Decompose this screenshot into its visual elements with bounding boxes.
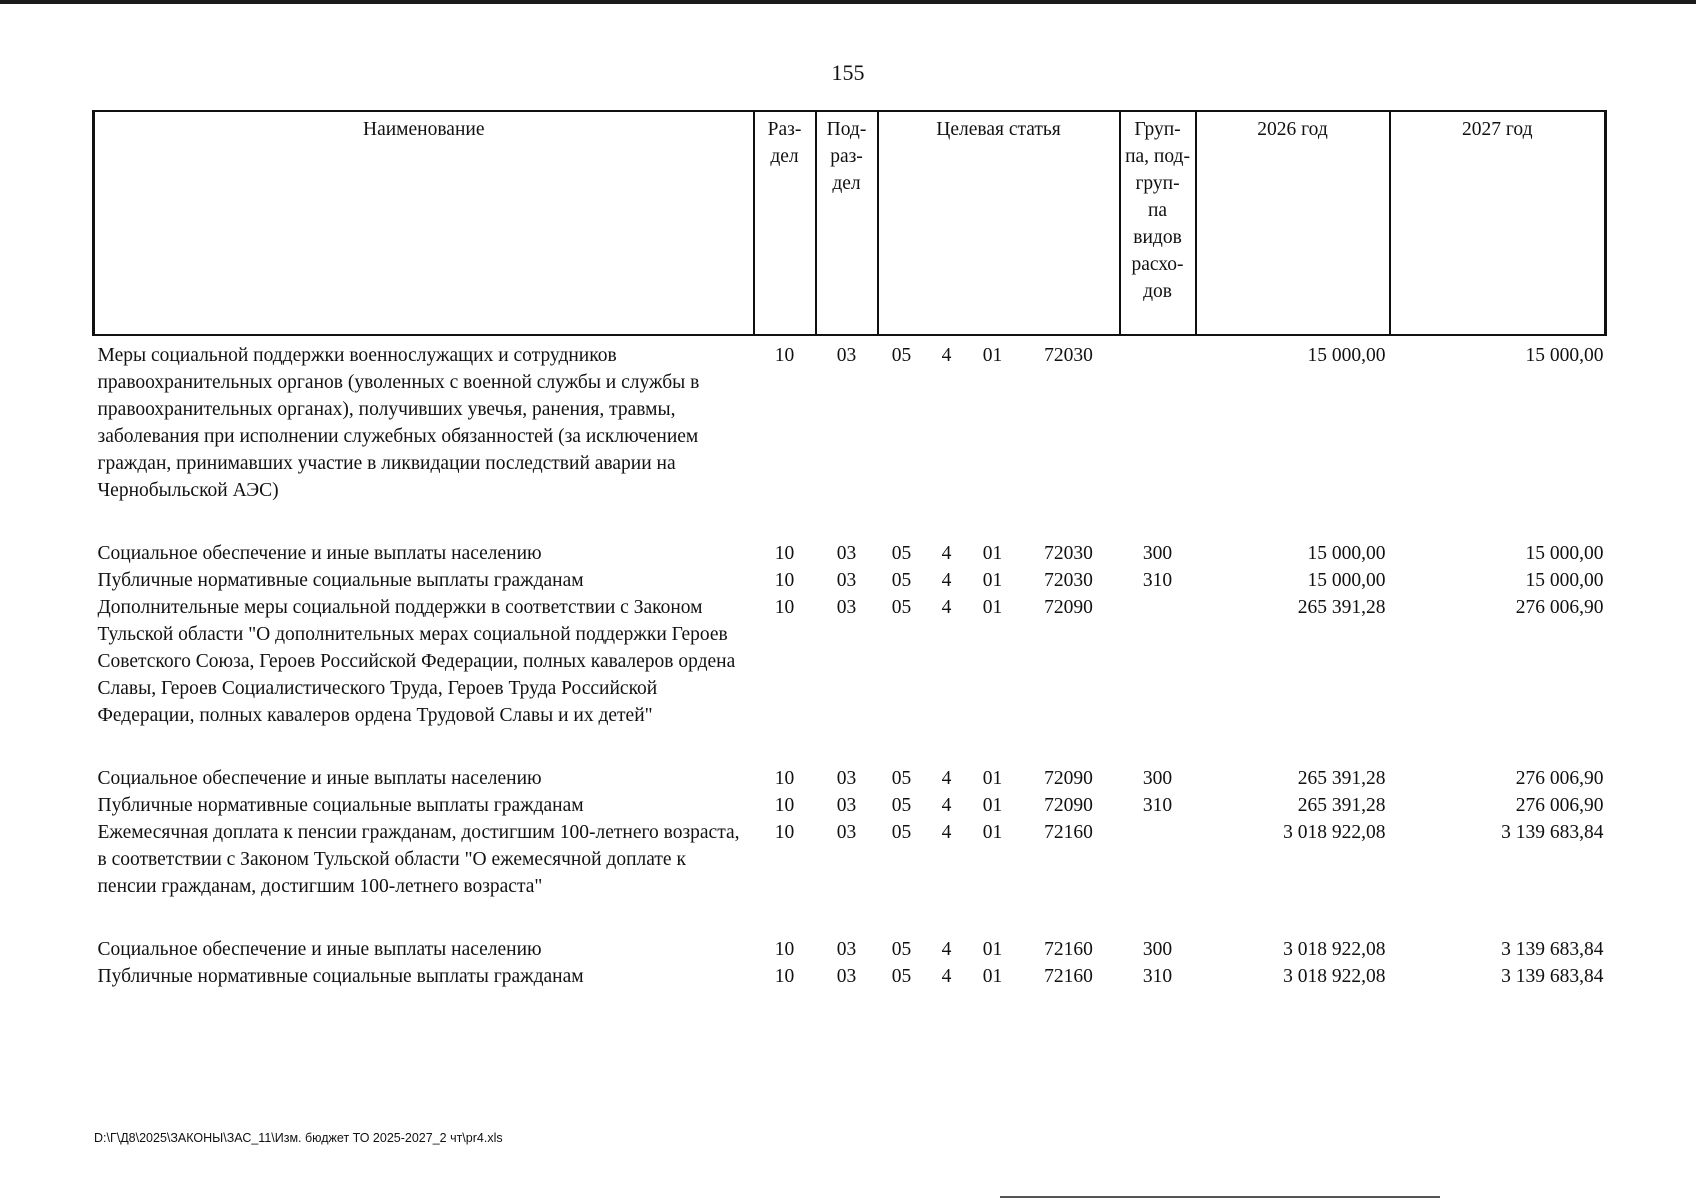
cell-name: Публичные нормативные социальные выплаты гражданам bbox=[97, 795, 584, 816]
page-number: 155 bbox=[831, 60, 865, 85]
cell-subprogram-type: 4 bbox=[941, 966, 952, 987]
table-row bbox=[94, 963, 1606, 990]
cell-amount-2027: 276 006,90 bbox=[1515, 597, 1604, 618]
cell-section: 10 bbox=[774, 345, 795, 366]
cell-amount-2026: 15 000,00 bbox=[1307, 345, 1386, 366]
cell-expense-group: 300 bbox=[1142, 768, 1173, 789]
cell-structural-element: 01 bbox=[982, 570, 1003, 591]
table-row bbox=[94, 819, 1606, 936]
table-row bbox=[94, 594, 1606, 765]
cell-subsection: 03 bbox=[836, 543, 857, 564]
cell-amount-2027: 276 006,90 bbox=[1515, 795, 1604, 816]
table-header-row bbox=[94, 111, 1606, 335]
header-section: Раз- дел bbox=[754, 111, 816, 335]
cell-program: 05 bbox=[891, 822, 912, 843]
cell-program: 05 bbox=[891, 795, 912, 816]
cell-expense-group bbox=[1120, 335, 1196, 540]
table-row bbox=[94, 540, 1606, 567]
cell-name: Социальное обеспечение и иные выплаты населению bbox=[97, 768, 542, 789]
cell-program: 05 bbox=[891, 597, 912, 618]
cell-expense-direction: 72160 bbox=[1044, 822, 1093, 843]
cell-expense-direction: 72090 bbox=[1044, 768, 1093, 789]
cell-expense-direction: 72090 bbox=[1044, 597, 1093, 618]
cell-structural-element: 01 bbox=[982, 768, 1003, 789]
cell-section: 10 bbox=[774, 939, 795, 960]
cell-section: 10 bbox=[774, 768, 795, 789]
cell-amount-2027: 15 000,00 bbox=[1525, 345, 1604, 366]
cell-subprogram-type: 4 bbox=[941, 768, 952, 789]
cell-name: Дополнительные меры социальной поддержки в соответствии с Законом Тульской области "О дополнительных мерах социальной поддержки Героев Советского Союза, Героев Российской Федерации, полных кавалеров ордена Славы, Героев Социалистического Труда, Героев Труда Российской Федерации, полных кавалеров ордена Трудовой Славы и их детей" bbox=[97, 597, 736, 726]
cell-subprogram-type: 4 bbox=[941, 795, 952, 816]
cell-expense-direction: 72160 bbox=[1044, 939, 1093, 960]
cell-structural-element: 01 bbox=[982, 597, 1003, 618]
budget-table bbox=[92, 110, 1607, 990]
cell-expense-group: 310 bbox=[1142, 570, 1173, 591]
cell-section: 10 bbox=[774, 795, 795, 816]
cell-name: Меры социальной поддержки военнослужащих и сотрудников правоохранительных органов (уволенных с военной службы и службы в правоохранительных органах), получивших увечья, ранения, травмы, заболевания при исполнении служебных обязанностей (за исключением граждан, принимавших участие в ликвидации последствий аварии на Чернобыльской АЭС) bbox=[97, 345, 700, 501]
cell-subsection: 03 bbox=[836, 570, 857, 591]
cell-expense-direction: 72030 bbox=[1044, 345, 1093, 366]
cell-program: 05 bbox=[891, 939, 912, 960]
cell-section: 10 bbox=[774, 543, 795, 564]
cell-expense-direction: 72030 bbox=[1044, 543, 1093, 564]
bottom-rule bbox=[1000, 1196, 1440, 1198]
cell-amount-2027: 276 006,90 bbox=[1515, 768, 1604, 789]
cell-name: Публичные нормативные социальные выплаты гражданам bbox=[97, 570, 584, 591]
cell-subprogram-type: 4 bbox=[941, 570, 952, 591]
cell-program: 05 bbox=[891, 966, 912, 987]
cell-name: Социальное обеспечение и иные выплаты населению bbox=[97, 543, 542, 564]
cell-expense-group: 310 bbox=[1142, 795, 1173, 816]
cell-amount-2026: 3 018 922,08 bbox=[1283, 966, 1386, 987]
table-row bbox=[94, 335, 1606, 540]
cell-expense-direction: 72090 bbox=[1044, 795, 1093, 816]
header-subsection: Под- раз- дел bbox=[816, 111, 878, 335]
cell-amount-2026: 265 391,28 bbox=[1297, 795, 1386, 816]
cell-subprogram-type: 4 bbox=[941, 345, 952, 366]
cell-amount-2027: 3 139 683,84 bbox=[1501, 966, 1604, 987]
cell-structural-element: 01 bbox=[982, 345, 1003, 366]
cell-section: 10 bbox=[774, 822, 795, 843]
cell-structural-element: 01 bbox=[982, 543, 1003, 564]
header-2026: 2026 год bbox=[1196, 111, 1390, 335]
cell-expense-group: 310 bbox=[1142, 966, 1173, 987]
cell-amount-2027: 15 000,00 bbox=[1525, 570, 1604, 591]
cell-amount-2027: 3 139 683,84 bbox=[1501, 822, 1604, 843]
cell-expense-group bbox=[1120, 819, 1196, 936]
cell-amount-2026: 15 000,00 bbox=[1307, 570, 1386, 591]
table-row bbox=[94, 792, 1606, 819]
cell-expense-direction: 72160 bbox=[1044, 966, 1093, 987]
cell-amount-2026: 265 391,28 bbox=[1297, 768, 1386, 789]
table-row bbox=[94, 936, 1606, 963]
cell-amount-2026: 3 018 922,08 bbox=[1283, 939, 1386, 960]
cell-subprogram-type: 4 bbox=[941, 822, 952, 843]
cell-subprogram-type: 4 bbox=[941, 939, 952, 960]
cell-program: 05 bbox=[891, 543, 912, 564]
cell-subprogram-type: 4 bbox=[941, 597, 952, 618]
cell-expense-direction: 72030 bbox=[1044, 570, 1093, 591]
cell-structural-element: 01 bbox=[982, 822, 1003, 843]
header-2027: 2027 год bbox=[1390, 111, 1606, 335]
header-target-article: Целевая статья bbox=[878, 111, 1120, 335]
cell-subsection: 03 bbox=[836, 822, 857, 843]
cell-program: 05 bbox=[891, 768, 912, 789]
header-name: Наименование bbox=[94, 111, 754, 335]
cell-structural-element: 01 bbox=[982, 939, 1003, 960]
cell-name: Социальное обеспечение и иные выплаты населению bbox=[97, 939, 542, 960]
table-row bbox=[94, 765, 1606, 792]
cell-amount-2026: 3 018 922,08 bbox=[1283, 822, 1386, 843]
cell-name: Публичные нормативные социальные выплаты гражданам bbox=[97, 966, 584, 987]
cell-amount-2026: 265 391,28 bbox=[1297, 597, 1386, 618]
cell-name: Ежемесячная доплата к пенсии гражданам, достигшим 100-летнего возраста, в соответствии с Законом Тульской области "О ежемесячной доплате к пенсии гражданам, достигшим 100-летнего возраста" bbox=[97, 822, 740, 897]
top-rule bbox=[0, 0, 1696, 4]
cell-section: 10 bbox=[774, 966, 795, 987]
file-path-footer: D:\Г\Д8\2025\ЗАКОНЫ\ЗАС_11\Изм. бюджет ТО 2025-2027_2 чт\pr4.xls bbox=[94, 1131, 503, 1145]
cell-subsection: 03 bbox=[836, 795, 857, 816]
cell-expense-group: 300 bbox=[1142, 543, 1173, 564]
cell-subsection: 03 bbox=[836, 966, 857, 987]
cell-program: 05 bbox=[891, 345, 912, 366]
cell-subsection: 03 bbox=[836, 939, 857, 960]
cell-subsection: 03 bbox=[836, 768, 857, 789]
cell-structural-element: 01 bbox=[982, 966, 1003, 987]
cell-subsection: 03 bbox=[836, 597, 857, 618]
cell-amount-2027: 3 139 683,84 bbox=[1501, 939, 1604, 960]
cell-amount-2027: 15 000,00 bbox=[1525, 543, 1604, 564]
cell-expense-group: 300 bbox=[1142, 939, 1173, 960]
cell-subsection: 03 bbox=[836, 345, 857, 366]
cell-program: 05 bbox=[891, 570, 912, 591]
cell-expense-group bbox=[1120, 594, 1196, 765]
cell-section: 10 bbox=[774, 570, 795, 591]
header-expense-group: Груп- па, под- груп- па видов расхо- дов bbox=[1120, 111, 1196, 335]
cell-section: 10 bbox=[774, 597, 795, 618]
cell-amount-2026: 15 000,00 bbox=[1307, 543, 1386, 564]
cell-structural-element: 01 bbox=[982, 795, 1003, 816]
cell-subprogram-type: 4 bbox=[941, 543, 952, 564]
table-row bbox=[94, 567, 1606, 594]
